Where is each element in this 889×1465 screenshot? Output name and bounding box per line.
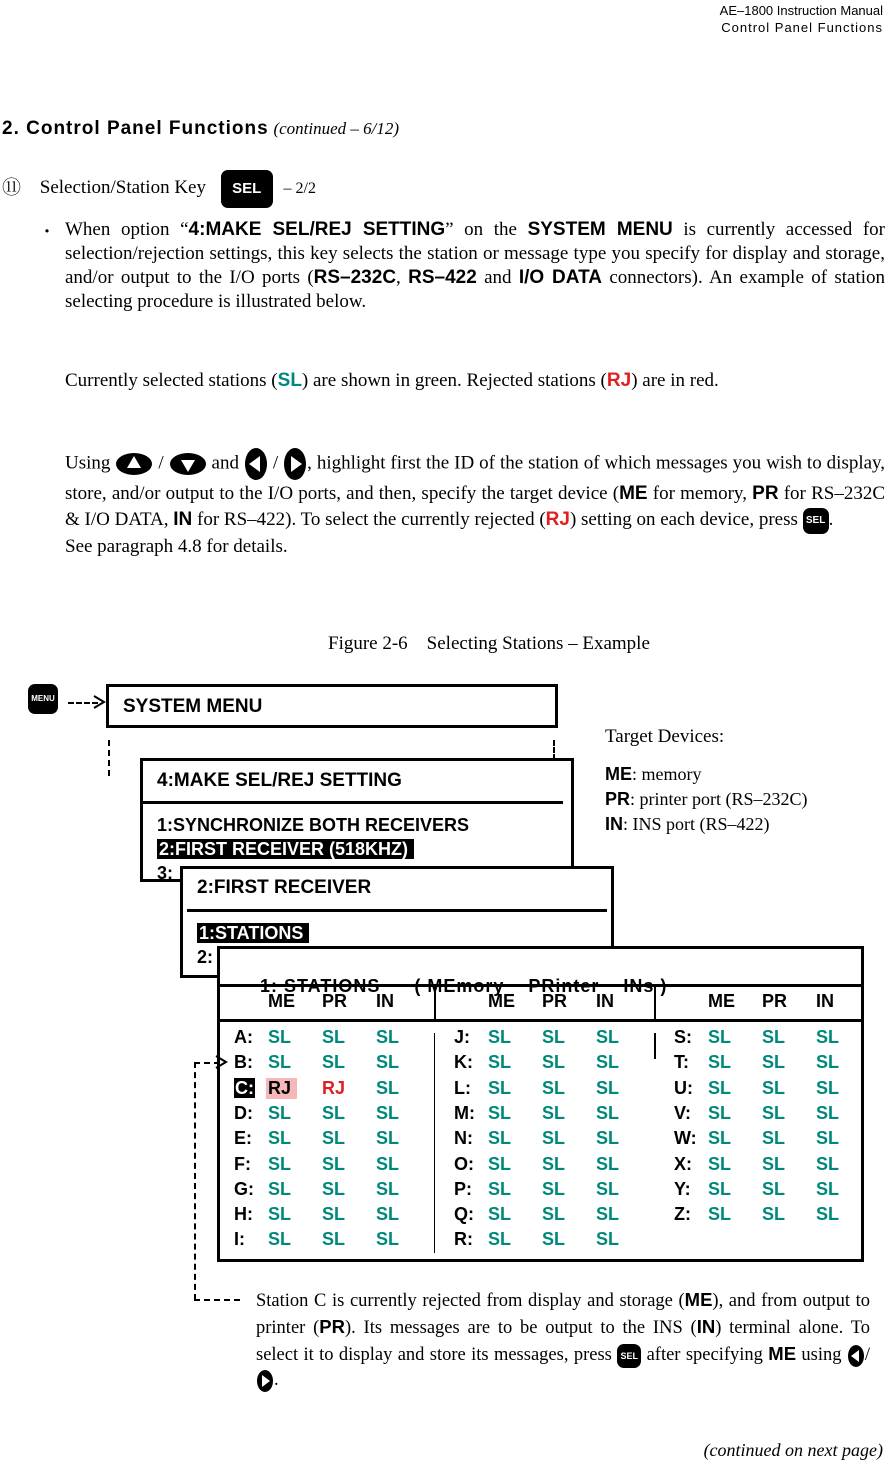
menu-item-first-receiver[interactable] [143, 837, 571, 861]
station-me-status[interactable]: SL [708, 1178, 732, 1199]
column-header-me: ME [708, 991, 735, 1011]
p1-text: and [476, 267, 519, 288]
column-header-in: IN [596, 991, 614, 1011]
station-pr-status[interactable]: SL [762, 1178, 786, 1199]
pointer-dashed-vertical [194, 1062, 196, 1300]
sel-rej-menu-title: 4:MAKE SEL/REJ SETTING [157, 770, 402, 791]
p1-text: When option “ [65, 219, 189, 240]
item-number: ⑪ [2, 177, 22, 199]
station-row[interactable] [454, 1076, 644, 1101]
p1-text: , [396, 267, 409, 288]
station-id: H: [234, 1204, 253, 1225]
station-id: B: [234, 1052, 253, 1073]
station-c-note: Station C is currently rejected from display and storage (ME), and from output to printer (PR). Its messages are to be output to the INS (IN) terminal alone. To select it to display and store its messages, press SEL after specifying ME using /. [256, 1287, 870, 1393]
station-id: K: [454, 1052, 473, 1073]
menu-item-label: 2:FIRST RECEIVER (518KHZ) [157, 839, 414, 859]
figure-caption: Figure 2-6 Selecting Stations – Example [328, 633, 650, 654]
note-in: IN [696, 1316, 716, 1337]
station-in-status[interactable]: SL [376, 1077, 400, 1098]
station-pr-status[interactable]: SL [542, 1229, 566, 1250]
station-row[interactable] [234, 1152, 424, 1177]
sel-key-icon: SEL [803, 508, 829, 534]
station-in-status[interactable]: SL [816, 1178, 840, 1199]
station-me-status[interactable]: SL [268, 1204, 292, 1225]
station-id: M: [454, 1102, 475, 1123]
station-pr-status[interactable]: SL [542, 1027, 566, 1047]
station-id: P: [454, 1178, 472, 1199]
arrow-head-icon [92, 694, 106, 710]
device-code: IN [605, 814, 623, 834]
station-in-status[interactable]: SL [376, 1102, 400, 1123]
section-title: Control Panel Functions [721, 20, 883, 35]
station-row[interactable] [674, 1152, 864, 1177]
station-row[interactable] [454, 1177, 644, 1202]
station-id: Z: [674, 1204, 691, 1225]
station-row[interactable] [454, 1101, 644, 1126]
station-in-status[interactable]: SL [376, 1204, 400, 1225]
station-in-status[interactable]: SL [596, 1229, 620, 1250]
note-text: after specifying [641, 1345, 769, 1365]
station-in-status[interactable]: SL [376, 1027, 400, 1047]
column-separator [434, 987, 436, 1019]
manual-title: AE–1800 Instruction Manual [719, 3, 883, 18]
p3-text: , highlight first the ID of the station of which messages you wish to display, store, and/or output to the I/O ports, and then, specify the target device ( [65, 452, 886, 504]
first-receiver-menu-title: 2:FIRST RECEIVER [197, 877, 372, 898]
station-in-status[interactable]: SL [376, 1052, 400, 1073]
station-id: U: [674, 1077, 693, 1098]
station-in-status[interactable]: SL [376, 1178, 400, 1199]
header-divider [220, 1019, 861, 1022]
station-id: T: [674, 1052, 689, 1073]
station-row[interactable] [454, 1050, 644, 1075]
column-separator [434, 1033, 435, 1253]
target-devices [605, 726, 808, 837]
p1-rs422: RS–422 [408, 267, 477, 288]
column-headers [674, 989, 864, 1014]
column-header-pr: PR [322, 991, 348, 1011]
station-me-status[interactable]: SL [488, 1128, 512, 1149]
station-row[interactable] [454, 1025, 644, 1050]
station-id: L: [454, 1077, 471, 1098]
station-row[interactable] [234, 1076, 424, 1101]
station-in-status[interactable]: SL [596, 1153, 620, 1174]
note-me: ME [768, 1343, 797, 1364]
station-in-status[interactable]: SL [596, 1204, 620, 1225]
stations-table-box [217, 946, 864, 1262]
station-pr-status[interactable]: SL [542, 1128, 566, 1149]
station-row[interactable] [234, 1126, 424, 1151]
station-pr-status[interactable]: SL [542, 1153, 566, 1174]
station-id: Q: [454, 1204, 474, 1225]
station-id: Y: [674, 1178, 691, 1199]
station-pr-status[interactable]: SL [322, 1204, 346, 1225]
station-row[interactable] [454, 1152, 644, 1177]
station-pr-status[interactable]: SL [762, 1027, 786, 1047]
station-pr-status[interactable]: SL [322, 1229, 346, 1250]
menu-item-2[interactable]: 2: [197, 947, 214, 967]
left-arrow-key-icon [847, 1344, 865, 1368]
note-text: using [796, 1345, 847, 1365]
page-header [720, 2, 883, 36]
menu-item-3[interactable]: 3: [157, 863, 174, 883]
paragraph-1 [65, 218, 885, 314]
station-id: V: [674, 1102, 692, 1123]
column-headers [454, 989, 644, 1014]
menu-item-stations[interactable] [183, 921, 611, 945]
station-me-status[interactable]: SL [708, 1077, 732, 1098]
station-id: R: [454, 1229, 473, 1250]
divider [143, 801, 563, 804]
system-menu-dashed-left [108, 740, 110, 776]
note-text: ). Its messages are to be output to the INS ( [344, 1318, 697, 1338]
station-row[interactable] [234, 1050, 424, 1075]
p3-in: IN [173, 509, 193, 530]
p1-text: connectors). An example of station selecting procedure is illustrated below. [65, 267, 886, 312]
station-me-status[interactable]: SL [708, 1102, 732, 1123]
title-divider [220, 984, 861, 987]
station-in-status[interactable]: SL [816, 1077, 840, 1098]
device-desc: : memory [632, 764, 702, 784]
sel-rej-menu-box [140, 758, 574, 882]
p3-text: Using [65, 452, 116, 474]
system-menu-title: SYSTEM MENU [123, 696, 263, 717]
station-in-status[interactable]: SL [816, 1128, 840, 1149]
target-device-in [605, 812, 808, 837]
station-row[interactable] [674, 1177, 864, 1202]
station-me-status[interactable]: SL [488, 1052, 512, 1073]
station-pr-status[interactable]: SL [542, 1204, 566, 1225]
station-id: D: [234, 1102, 253, 1123]
station-in-status[interactable]: SL [376, 1229, 400, 1250]
target-device-pr [605, 787, 808, 812]
station-id: N: [454, 1128, 473, 1149]
divider [187, 909, 607, 912]
station-pr-status[interactable]: SL [762, 1153, 786, 1174]
station-id: I: [234, 1229, 245, 1250]
system-menu-box [106, 684, 558, 728]
station-pr-status[interactable]: SL [762, 1128, 786, 1149]
station-id: C: [235, 1077, 254, 1098]
station-me-status[interactable]: SL [488, 1178, 512, 1199]
target-devices-title: Target Devices: [605, 726, 725, 747]
station-pr-status[interactable]: SL [322, 1027, 346, 1047]
p3-see-also: See paragraph 4.8 for details. [65, 535, 288, 557]
column-separator [654, 987, 656, 1019]
note-pr: PR [319, 1316, 345, 1337]
station-id: G: [234, 1178, 254, 1199]
section-heading-note: (continued – 6/12) [273, 119, 400, 138]
station-me-status[interactable]: SL [708, 1204, 732, 1225]
left-arrow-key-icon [244, 447, 268, 481]
system-menu-dashed-right [553, 740, 555, 760]
menu-key-icon: MENU [28, 684, 58, 714]
station-in-status[interactable]: SL [596, 1027, 620, 1047]
p2-text: Currently selected stations ( [65, 370, 278, 391]
device-desc: : INS port (RS–422) [623, 814, 770, 834]
station-row[interactable] [674, 1076, 864, 1101]
p2-text: ) are in red. [631, 370, 719, 391]
p1-rs232: RS–232C [313, 267, 397, 288]
paragraph-2 [65, 369, 885, 393]
note-me: ME [684, 1289, 713, 1310]
station-pr-status[interactable]: SL [322, 1052, 346, 1073]
station-me-status[interactable]: SL [268, 1229, 292, 1250]
station-row[interactable] [234, 1227, 424, 1252]
station-me-status[interactable]: SL [488, 1153, 512, 1174]
p2-sl: SL [277, 370, 302, 391]
bullet: ・ [38, 222, 56, 242]
p3-text: for memory, [647, 483, 753, 504]
p1-iodata: I/O DATA [518, 267, 603, 288]
station-row[interactable] [674, 1202, 864, 1227]
continued-footer: (continued on next page) [703, 1440, 883, 1460]
column-header-in: IN [816, 991, 834, 1011]
column-header-pr: PR [762, 991, 788, 1011]
column-header-me: ME [488, 991, 515, 1011]
station-in-status[interactable]: SL [596, 1077, 620, 1098]
station-pr-status[interactable]: RJ [322, 1077, 346, 1098]
station-me-status[interactable]: SL [268, 1102, 292, 1123]
station-in-status[interactable]: SL [596, 1128, 620, 1149]
station-row[interactable] [674, 1126, 864, 1151]
station-me-status[interactable]: SL [268, 1027, 292, 1047]
station-id: W: [674, 1128, 697, 1149]
station-me-status[interactable]: SL [708, 1027, 732, 1047]
station-in-status[interactable]: SL [596, 1102, 620, 1123]
p3-pr: PR [752, 483, 779, 504]
station-in-status[interactable]: SL [816, 1027, 840, 1047]
station-row[interactable] [454, 1227, 644, 1252]
device-desc: : printer port (RS–232C) [630, 789, 808, 809]
arrow-head-icon [214, 1054, 228, 1070]
station-pr-status[interactable]: SL [542, 1102, 566, 1123]
p3-me: ME [619, 483, 648, 504]
right-arrow-key-icon [283, 447, 307, 481]
station-in-status[interactable]: SL [596, 1052, 620, 1073]
station-me-status[interactable]: SL [268, 1052, 292, 1073]
station-pr-status[interactable]: SL [322, 1128, 346, 1149]
station-in-status[interactable]: SL [816, 1204, 840, 1225]
station-in-status[interactable]: SL [376, 1153, 400, 1174]
station-pr-status[interactable]: SL [762, 1077, 786, 1098]
station-pr-status[interactable]: SL [762, 1102, 786, 1123]
station-row[interactable] [234, 1177, 424, 1202]
menu-item-label: 1:STATIONS [197, 923, 309, 943]
sel-key-icon: SEL [221, 170, 273, 208]
p3-text: . [828, 509, 834, 530]
station-in-status[interactable]: SL [816, 1052, 840, 1073]
p3-text: and [211, 452, 244, 474]
station-me-status[interactable]: SL [268, 1178, 292, 1199]
station-me-status[interactable]: SL [708, 1052, 732, 1073]
section-heading-text: 2. Control Panel Functions [2, 118, 269, 139]
column-headers [234, 989, 424, 1014]
menu-item-synchronize[interactable]: 1:SYNCHRONIZE BOTH RECEIVERS [157, 815, 470, 835]
station-me-status[interactable]: SL [268, 1128, 292, 1149]
station-me-status[interactable]: SL [488, 1102, 512, 1123]
device-code: PR [605, 789, 631, 809]
station-id: A: [234, 1027, 253, 1047]
station-id: J: [454, 1027, 471, 1047]
station-pr-status[interactable]: SL [322, 1102, 346, 1123]
p2-rj: RJ [606, 370, 632, 391]
station-row[interactable] [674, 1025, 864, 1050]
station-row[interactable] [674, 1101, 864, 1126]
station-me-status[interactable]: SL [708, 1128, 732, 1149]
station-row[interactable] [454, 1126, 644, 1151]
station-me-status[interactable]: SL [488, 1204, 512, 1225]
station-id: F: [234, 1153, 251, 1174]
station-pr-status[interactable]: SL [322, 1178, 346, 1199]
station-in-status[interactable]: SL [596, 1178, 620, 1199]
p3-rj: RJ [545, 509, 570, 530]
station-id: E: [234, 1128, 252, 1149]
item-part: – 2/2 [283, 180, 316, 198]
item-name: Selection/Station Key [39, 177, 206, 199]
p1-text: is currently accessed for selection/rejection settings, this key selects the station or message type you specify for display and storage, and/or output to the I/O ports ( [65, 219, 885, 288]
note-text: . [274, 1370, 279, 1390]
station-pr-status[interactable]: SL [322, 1153, 346, 1174]
up-arrow-key-icon [115, 451, 153, 477]
station-me-status[interactable]: SL [268, 1153, 292, 1174]
station-me-status[interactable]: SL [488, 1077, 512, 1098]
right-arrow-key-icon [256, 1369, 274, 1393]
station-in-status[interactable]: SL [816, 1102, 840, 1123]
device-code: ME [605, 764, 632, 784]
station-me-status[interactable]: SL [488, 1027, 512, 1047]
station-id: S: [674, 1027, 692, 1047]
item-title [2, 170, 316, 200]
p3-text: for RS–422). To select the currently rejected ( [192, 509, 546, 530]
station-me-status[interactable]: SL [488, 1229, 512, 1250]
station-pr-status[interactable]: SL [762, 1204, 786, 1225]
sel-key-icon: SEL [617, 1344, 641, 1368]
p1-menu: SYSTEM MENU [527, 219, 673, 240]
note-text: ) terminal alone. To select it to display and store its messages, press [256, 1318, 870, 1365]
station-me-status[interactable]: RJ [266, 1078, 297, 1099]
p3-text: ) setting on each device, press [569, 509, 803, 530]
station-row[interactable] [454, 1202, 644, 1227]
station-id: X: [674, 1153, 692, 1174]
station-row[interactable] [674, 1050, 864, 1075]
p2-text: ) are shown in green. Rejected stations ( [301, 370, 607, 391]
section-heading [2, 118, 399, 140]
column-header-me: ME [268, 991, 295, 1011]
station-me-status[interactable]: SL [708, 1153, 732, 1174]
paragraph-3: Using / and / , highlight first the ID of the station of which messages you wish to display, store, and/or output to the I/O ports, and then, specify the target device (ME for memory, PR for RS–232C & I/O DATA, IN for RS–422). To select the currently rejected (RJ) setting on each device, press SEL . See paragraph 4.8 for details. [65, 447, 885, 560]
station-row[interactable] [234, 1202, 424, 1227]
p3-text: for RS–232C & I/O DATA, [65, 483, 885, 530]
column-header-pr: PR [542, 991, 568, 1011]
station-pr-status[interactable]: SL [542, 1077, 566, 1098]
station-pr-status[interactable]: SL [542, 1052, 566, 1073]
target-device-me [605, 762, 808, 787]
station-pr-status[interactable]: SL [762, 1052, 786, 1073]
p1-option: 4:MAKE SEL/REJ SETTING [188, 219, 446, 240]
p1-text: ” on the [445, 219, 528, 240]
station-row[interactable] [234, 1101, 424, 1126]
pointer-dashed-bottom [194, 1299, 240, 1301]
note-text: Station C is currently rejected from display and storage ( [256, 1291, 685, 1311]
column-header-in: IN [376, 991, 394, 1011]
station-in-status[interactable]: SL [816, 1153, 840, 1174]
column-separator [654, 1033, 656, 1059]
station-pr-status[interactable]: SL [542, 1178, 566, 1199]
down-arrow-key-icon [169, 451, 207, 477]
station-id: O: [454, 1153, 474, 1174]
station-row[interactable] [234, 1025, 424, 1050]
note-text: ), and from output to printer ( [256, 1291, 870, 1338]
station-in-status[interactable]: SL [376, 1128, 400, 1149]
